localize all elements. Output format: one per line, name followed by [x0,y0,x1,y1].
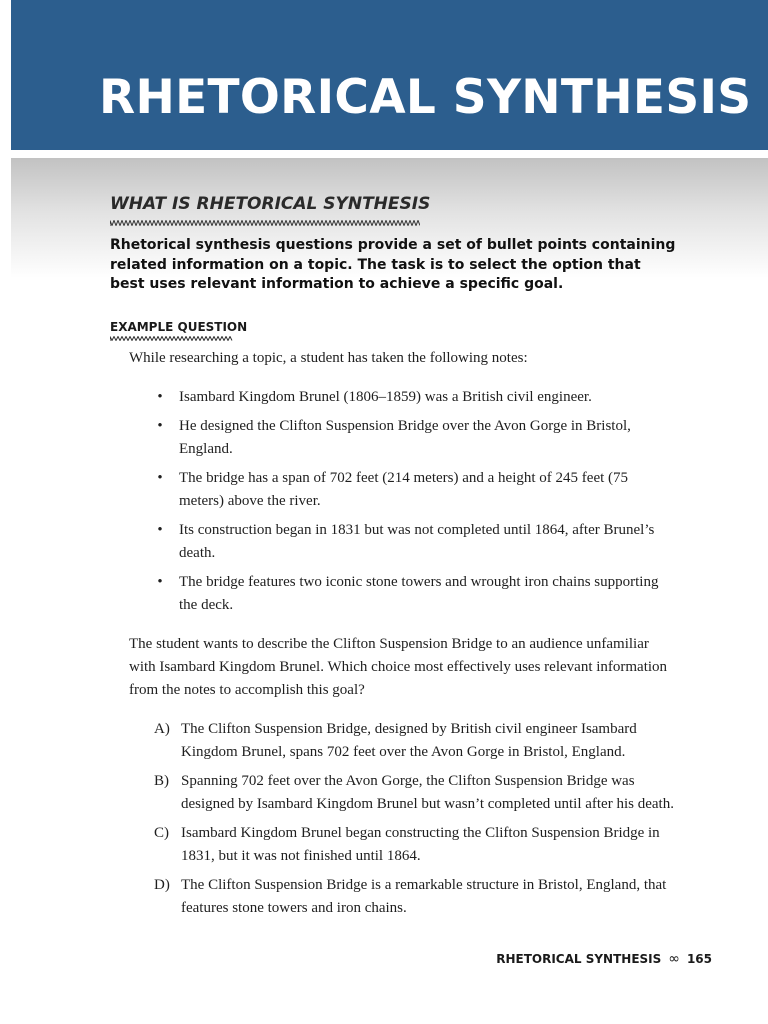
choice-text: Spanning 702 feet over the Avon Gorge, the Clifton Suspension Bridge was designed by Isambard Kingdom Brunel but wasn’t completed until after his death. [181,773,674,812]
running-title: RHETORICAL SYNTHESIS [496,952,662,966]
choice-text: The Clifton Suspension Bridge is a remarkable structure in Bristol, England, that features stone towers and iron chains. [181,877,667,916]
list-item [154,415,674,461]
note-text: He designed the Clifton Suspension Bridge over the Avon Gorge in Bristol, England. [179,418,631,457]
choice-text: The Clifton Suspension Bridge, designed by British civil engineer Isambard Kingdom Brunel, spans 702 feet over the Avon Gorge in Bristol, England. [181,721,637,760]
title-banner [11,0,768,150]
note-text: The bridge features two iconic stone towers and wrought iron chains supporting the deck. [179,574,659,613]
bullet-icon: • [157,470,163,486]
question-prompt: The student wants to describe the Clifton Suspension Bridge to an audience unfamiliar with Isambard Kingdom Brunel. Which choice most effectively uses relevant information from the notes to accomplish this goal? [129,636,668,698]
choice-letter: B) [154,773,169,789]
notes-list [154,386,674,623]
section-intro: Rhetorical synthesis questions provide a set of bullet points containing related information on a topic. The task is to select the option that best uses relevant information to achieve a specific goal. [110,237,676,292]
example-lead: While researching a topic, a student has taken the following notes: [129,350,528,366]
list-item [154,571,674,617]
bullet-icon: • [157,389,163,405]
bullet-icon: • [157,574,163,590]
bullet-icon: • [157,418,163,434]
bullet-icon: • [157,522,163,538]
choice-letter: D) [154,877,170,893]
answer-choice-c [154,822,674,868]
page-footer [496,950,712,968]
example-zigzag-underline [110,336,233,341]
note-text: The bridge has a span of 702 feet (214 meters) and a height of 245 feet (75 meters) above the river. [179,470,629,509]
page-number: 165 [686,952,712,966]
choice-text: Isambard Kingdom Brunel began constructing the Clifton Suspension Bridge in 1831, but it was not finished until 1864. [181,825,660,864]
heading-zigzag-underline [110,220,420,226]
list-item [154,386,674,409]
answer-choices [154,718,674,926]
note-text: Isambard Kingdom Brunel (1806–1859) was a British civil engineer. [179,389,592,405]
note-text: Its construction began in 1831 but was not completed until 1864, after Brunel’s death. [179,522,655,561]
answer-choice-b [154,770,674,816]
choice-letter: A) [154,721,170,737]
answer-choice-a [154,718,674,764]
answer-choice-d [154,874,674,920]
section-heading: WHAT IS RHETORICAL SYNTHESIS [110,194,431,214]
list-item [154,467,674,513]
example-label: EXAMPLE QUESTION [110,320,248,334]
list-item [154,519,674,565]
infinity-separator-icon: ∞ [668,951,680,967]
choice-letter: C) [154,825,169,841]
page-title: RHETORICAL SYNTHESIS [99,70,752,125]
